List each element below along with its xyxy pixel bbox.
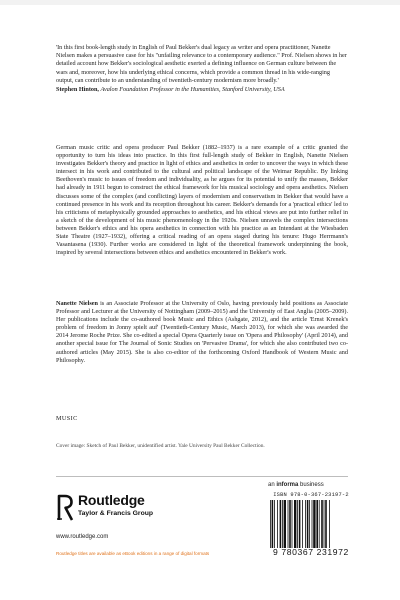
barcode-bar — [282, 500, 283, 548]
cover-credit: Cover image: Sketch of Paul Bekker, unidentified artist. Yale University Paul Bekker Collection. — [56, 443, 265, 449]
publisher-url[interactable]: www.routledge.com — [56, 534, 109, 540]
barcode-bar — [280, 500, 282, 548]
ebook-note: Routledge titles are available as eBook editions in a range of digital formats — [56, 551, 210, 556]
publisher-group: Taylor & Francis Group — [78, 510, 154, 517]
description-text: German music critic and opera producer Paul Bekker (1882–1937) is a rare example of a critic granted the opportunity to turn his ideas into practice. In this first full-length study of Bekker in English, Nanette Nielsen investigates Bekker's theory and practice in light of ethics and aesthetics in order to uncover the ways in which these intersect in his work and contributed to the cultural and political landscape of the Weimar Republic. By linking Beethoven's music to issues of freedom and individuality, as he argues for its potential to unify the masses, Bekker had already in 1911 begun to construct the ethical framework for his musical sociology and opera aesthetics. Nielsen discusses some of the complex (and conflicting) layers of modernism and conservatism in Bekker that would have a continued presence in his work and its reception throughout his career. Bekker's demands for a 'practical ethics' led to his criticisms of metaphysically grounded approaches to aesthetics, and his ethical views are put into further relief in a sketch of the development of his music phenomenology in the 1920s. Nielsen unravels the complex intersections between Bekker's ethics and his opera aesthetics in connection with his practice as an Intendant at the Wiesbaden State Theatre (1927–1932), offering a critical reading of an opera staged during his tenure: Hugo Herrmann's Vasantasena (1930). Further works are considered in light of the theoretical framework underpinning the book, inspired by several intersections between ethics and aesthetics encountered in Bekker's work. — [56, 144, 348, 257]
endorsement-affiliation: Avalon Foundation Professor in the Humanities, Stanford University, USA — [100, 86, 285, 94]
barcode-bar — [270, 500, 271, 548]
informa-word: informa — [276, 482, 299, 488]
barcode-bar — [313, 500, 315, 548]
barcode-bar — [325, 500, 327, 548]
barcode-bar — [319, 500, 320, 548]
barcode-bar — [292, 500, 293, 548]
barcode-bar — [329, 500, 330, 548]
bio-paragraph — [56, 300, 348, 365]
isbn-label: ISBN 978-0-367-23197-2 — [273, 492, 349, 498]
barcode-bar — [294, 500, 296, 548]
informa-suffix: business — [298, 482, 324, 488]
barcode-bar — [299, 500, 301, 548]
barcode-bar — [305, 500, 306, 548]
barcode-bar — [272, 500, 274, 548]
isbn-barcode-block — [268, 482, 356, 567]
informa-prefix: an — [268, 482, 277, 488]
book-description — [56, 144, 348, 257]
barcode-bar — [309, 500, 310, 548]
subject-category: MUSIC — [56, 415, 78, 422]
barcode-bar — [307, 500, 309, 548]
footer-divider — [56, 476, 348, 477]
barcode-bar — [288, 500, 289, 548]
endorsement-attribution — [56, 86, 348, 94]
barcode-bar — [302, 500, 303, 548]
publisher-name: Routledge — [78, 492, 145, 508]
isbn-number: 9 780367 231972 — [273, 547, 349, 557]
barcode-bar — [274, 500, 275, 548]
barcode-bar — [289, 500, 291, 548]
bio-text: is an Associate Professor at the University of Oslo, having previously held positions as Associate Professor and Lecturer at the University of Nottingham (2009–2015) and the University of East Anglia (2005–2009). Her publications include the co-authored book Music and Ethics (Ashgate, 2012), and the article 'Ernst Krenek's problem of freedom in Jonny spielt auf' (Twentieth-Century Music, March 2013), for which she was awarded the 2014 Jerome Roche Prize. She co-edited a special Opera Quarterly issue on 'Opera and Philosophy' (April 2014), and another special issue for The Journal of Sonic Studies on 'Pervasive Drama', for which she also contributed two co-authored articles (May 2015). She is also co-editor of the forthcoming Oxford Handbook of Western Music and Philosophy. — [56, 300, 349, 364]
routledge-r-mark-icon — [56, 493, 74, 521]
barcode-bar — [284, 500, 286, 548]
author-bio — [56, 300, 348, 365]
routledge-logo — [56, 492, 206, 526]
endorsement-author: Stephen Hinton, — [56, 86, 99, 94]
barcode-bar — [297, 500, 298, 548]
top-band — [0, 0, 400, 5]
barcode-bar — [277, 500, 278, 548]
barcode-bar — [324, 500, 325, 548]
endorsement-quote: 'In this first book-length study in English of Paul Bekker's dual legacy as writer and opera practitioner, Nanette Nielsen makes a persuasive case for his "unfailing relevance to a contemporary audience." Prof. Nielsen shows in her detailed account how Bekker's sociological aesthetic exerted a defining influence on German culture between the wars and, moreover, how his underlying ethical concerns, which provide a common thread in his wide-ranging output, can contribute to an understanding of twentieth-century modernism more broadly.' — [56, 44, 347, 84]
endorsement-blurb — [56, 44, 348, 94]
barcode-bar — [316, 500, 318, 548]
barcode-bar — [312, 500, 313, 548]
barcode-bar — [321, 500, 323, 548]
author-name: Nanette Nielsen — [56, 300, 98, 307]
barcode — [268, 500, 354, 548]
